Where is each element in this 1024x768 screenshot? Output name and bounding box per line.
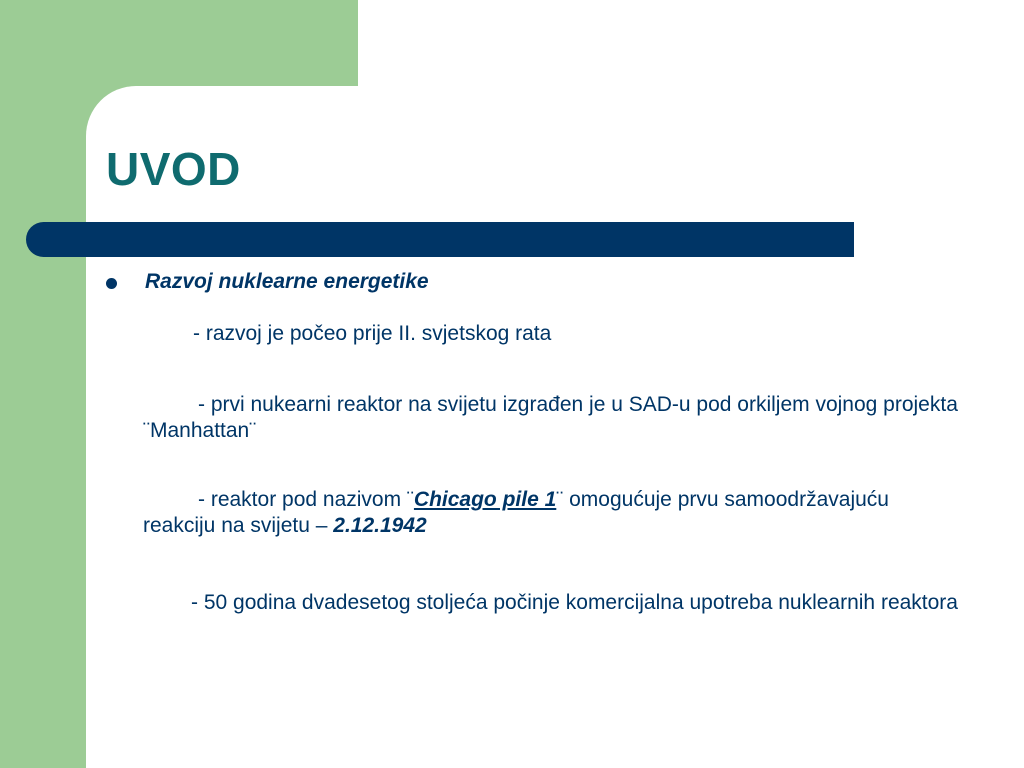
paragraph-2	[143, 392, 963, 444]
slide-title: UVOD	[106, 143, 241, 195]
paragraph-3-date: 2.12.1942	[333, 514, 427, 537]
bullet-heading: Razvoj nuklearne energetike	[145, 270, 429, 293]
paragraph-4-text: - 50 godina dvadesetog stoljeća počinje komercijalna upotreba nuklearnih reaktora	[191, 591, 958, 614]
paragraph-3	[143, 487, 963, 539]
paragraph-3-mid: ¨ omogućuje prvu samoodržavajuću reakciju na svijetu –	[143, 488, 889, 537]
chicago-pile-link[interactable]: Chicago pile 1	[413, 488, 557, 511]
paragraph-4	[143, 590, 963, 616]
paragraph-1: - razvoj je počeo prije II. svjetskog rata	[193, 322, 552, 345]
paragraph-2-text: - prvi nukearni reaktor na svijetu izgrađen je u SAD-u pod orkiljem vojnog projekta ¨Manhattan¨	[143, 393, 958, 442]
bullet-icon	[106, 278, 117, 289]
paragraph-3-pre: - reaktor pod nazivom ¨	[198, 488, 414, 511]
